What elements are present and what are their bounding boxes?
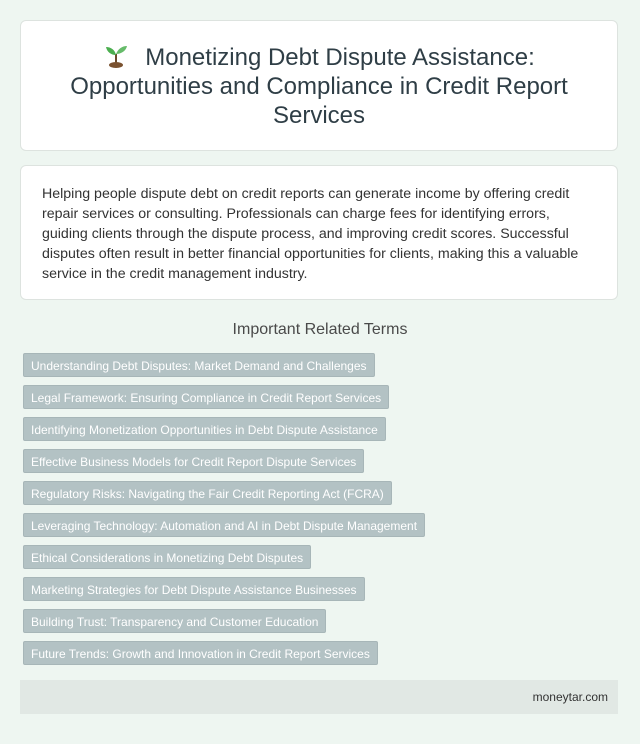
related-term-item — [23, 353, 425, 377]
related-term-tag[interactable]: Marketing Strategies for Debt Dispute Assistance Businesses — [23, 577, 365, 601]
related-term-tag[interactable]: Ethical Considerations in Monetizing Debt Disputes — [23, 545, 311, 569]
related-terms-list — [23, 353, 425, 673]
related-term-item — [23, 513, 425, 537]
summary-text: Helping people dispute debt on credit reports can generate income by offering credit repair services or consulting. Professionals can charge fees for identifying errors, guiding clients through the dispute process, and improving credit scores. Successful disputes often result in better financial opportunities for clients, making this a valuable service in the credit management industry. — [42, 186, 579, 282]
related-term-item — [23, 609, 425, 633]
footer — [20, 680, 618, 714]
related-term-item — [23, 577, 425, 601]
summary-card — [20, 165, 618, 300]
related-term-tag[interactable]: Building Trust: Transparency and Customer Education — [23, 609, 326, 633]
related-term-tag[interactable]: Understanding Debt Disputes: Market Demand and Challenges — [23, 353, 375, 377]
page-title — [51, 42, 587, 130]
related-terms-heading: Important Related Terms — [232, 321, 408, 338]
related-term-item — [23, 641, 425, 665]
related-term-tag[interactable]: Leveraging Technology: Automation and AI in Debt Dispute Management — [23, 513, 425, 537]
related-term-tag[interactable]: Identifying Monetization Opportunities in Debt Dispute Assistance — [23, 417, 386, 441]
related-term-item — [23, 385, 425, 409]
related-term-tag[interactable]: Legal Framework: Ensuring Compliance in Credit Report Services — [23, 385, 389, 409]
related-term-tag[interactable]: Future Trends: Growth and Innovation in Credit Report Services — [23, 641, 378, 665]
related-term-item — [23, 545, 425, 569]
page-title-text: Monetizing Debt Dispute Assistance: Opportunities and Compliance in Credit Report Services — [70, 43, 568, 129]
seedling-icon — [103, 42, 129, 68]
related-term-tag[interactable]: Regulatory Risks: Navigating the Fair Credit Reporting Act (FCRA) — [23, 481, 392, 505]
related-term-item — [23, 449, 425, 473]
footer-site-link[interactable]: moneytar.com — [532, 690, 608, 704]
related-term-item — [23, 481, 425, 505]
related-term-item — [23, 417, 425, 441]
title-card — [20, 20, 618, 151]
related-term-tag[interactable]: Effective Business Models for Credit Report Dispute Services — [23, 449, 364, 473]
